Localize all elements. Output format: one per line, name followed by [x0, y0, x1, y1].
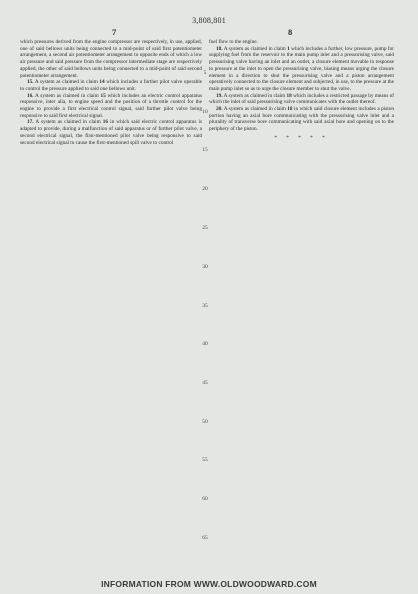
line-number: 35	[202, 303, 208, 309]
claim-number: 17.	[27, 119, 34, 126]
line-number: 45	[202, 380, 208, 386]
line-number: 30	[202, 264, 208, 270]
left-column-number: 7	[112, 27, 117, 37]
line-number: 60	[202, 496, 208, 502]
claim-reference: 18	[287, 106, 293, 113]
claim-reference: 14	[99, 79, 105, 86]
claim-reference: 16	[102, 119, 109, 126]
line-number: 10	[202, 109, 208, 115]
claim-15: 15. A system as claimed in claim 14 which includes a further pilot valve operable to control the pressure applied to said one bellows unit.	[20, 79, 202, 92]
line-number: 5	[203, 70, 207, 76]
end-marker: * * * * *	[274, 134, 329, 141]
line-number: 15	[202, 147, 208, 153]
claim-number: 18.	[216, 45, 223, 52]
claim-17: 17. A system as claimed in claim 16 in which said electric control apparatus is adapted to provide, during a malfunction of said apparatus or of further pilot valve, a second electrical signal, the first-mentioned pilot valve being responsive to said second electrical signal to cause the first-mentioned spill valve to control	[20, 119, 202, 146]
right-text-column	[209, 39, 394, 142]
line-number: 65	[202, 535, 208, 541]
claim-number: 19.	[216, 92, 223, 99]
claim-reference: 18	[286, 92, 292, 99]
continued-claim-text: which pressures derived from the engine compressor are respectively, in use, applied, one of said bellows units being connected to a mid-point of said first potentiometer arrangement, a second air potentiometer arrangement to opposite ends of which a low air pressure and said pressure from the compressor intermediate stage are respectively applied, the other of said bellows units being connected to a mid-point of said second potentiometer arrangement.	[20, 39, 202, 79]
claim-number: 15.	[27, 79, 34, 86]
claim-reference: 15	[100, 92, 106, 99]
line-number: 25	[202, 225, 208, 231]
claim-19: 19. A system as claimed in claim 18 which includes a restricted passage by means of which the inlet of said pressurising valve communicates with the outlet thereof.	[209, 92, 395, 106]
claim-16: 16. A system as claimed in claim 15 which includes an electric control apparatus responsive, inter alia, to engine speed and the position of a throttle control for the engine to provide a first electrical control signal, said further pilot valve being responsive to said first electrical signal.	[20, 92, 203, 119]
line-number: 20	[202, 186, 208, 192]
source-footer: INFORMATION FROM WWW.OLDWOODWARD.COM	[101, 579, 317, 589]
line-number: 55	[202, 457, 208, 463]
claim-18: 18. A system as claimed in claim 1 which includes a further, low pressure, pump for supplying fuel from the reservoir to the main pump inlet and a pressurising valve, said pressurising valve having an inlet and an outlet, a closure element movable in response to pressure at the inlet to open the pressurising valve, biasing means urging the closure element in a direction to shut the pressurising valve and a piston arrangement operatively connected to the closure element and subjected, in use, to the pressure at the main pump inlet so as to urge the closure member to shut the valve.	[209, 45, 395, 92]
line-number: 40	[202, 341, 208, 347]
claim-20: 20. A system as claimed in claim 18 in which said closure element includes a piston portion having an axial bore communicating with the pressurising valve inlet and a plurality of transverse bore communicating with said axial bore and opening on to the periphery of the piston.	[209, 106, 395, 133]
claim-reference: 1	[287, 45, 290, 52]
right-column-number: 8	[288, 27, 293, 37]
line-number: 50	[202, 419, 208, 425]
claim-number: 16.	[27, 92, 34, 99]
continued-claim-text: fuel flow to the engine.	[209, 39, 258, 45]
claim-number: 20.	[216, 106, 223, 113]
left-text-column	[20, 39, 202, 146]
patent-number: 3,808,801	[192, 16, 226, 25]
